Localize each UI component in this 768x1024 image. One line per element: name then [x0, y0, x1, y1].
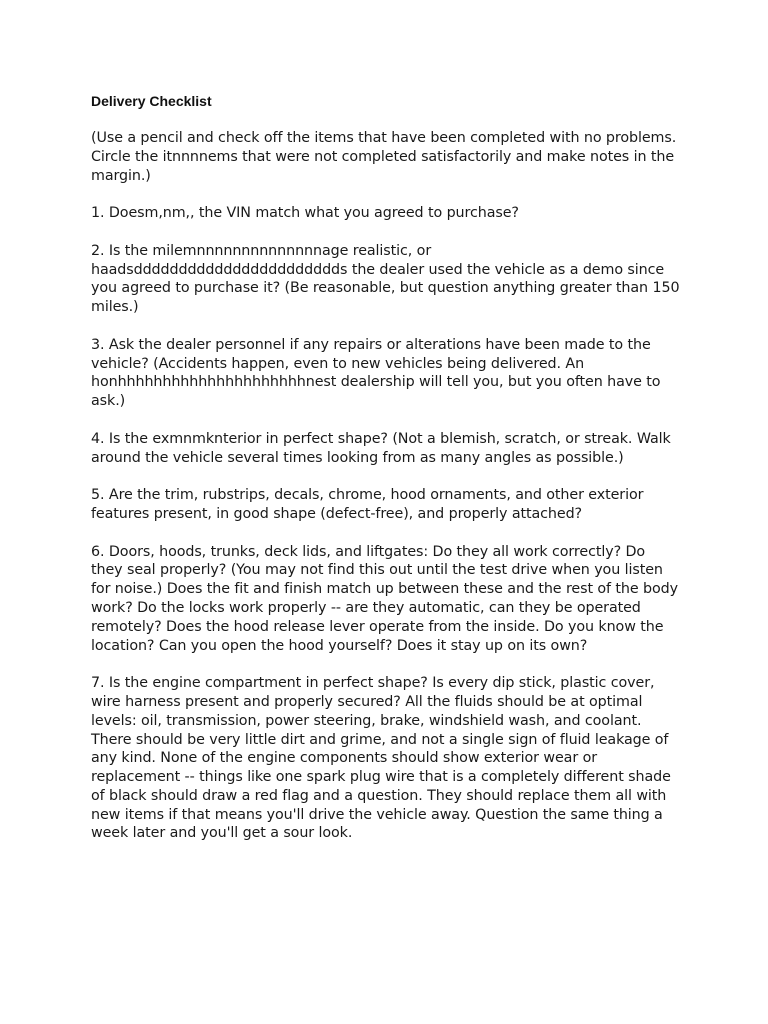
intro-paragraph: (Use a pencil and check off the items that have been completed with no problems. Circle the itnnnnems that were not completed satisfactorily and make notes in the margin.): [91, 130, 677, 184]
document-title: Delivery Checklist: [91, 93, 212, 109]
checklist-item-1: 1. Doesm,nm,, the VIN match what you agreed to purchase?: [91, 205, 519, 222]
checklist-item-5: 5. Are the trim, rubstrips, decals, chrome, hood ornaments, and other exterior features present, in good shape (defect-free), and properly attached?: [91, 487, 644, 522]
checklist-item-4: 4. Is the exmnmknterior in perfect shape? (Not a blemish, scratch, or streak. Walk around the vehicle several times looking from as many angles as possible.): [91, 430, 671, 466]
checklist-item-3: 3. Ask the dealer personnel if any repairs or alterations have been made to the vehicle? (Accidents happen, even to new vehicles being delivered. An honhhhhhhhhhhhhhhhhhhhhhnest dealership will tell you, but you often have to ask.): [91, 336, 661, 410]
checklist-item-7: 7. Is the engine compartment in perfect shape? Is every dip stick, plastic cover, wire harness present and properly secured? All the fluids should be at optimal levels: oil, transmission, power steering, brake, windshield wash, and coolant. There should be very little dirt and grime, and not a single sign of fluid leakage of any kind. None of the engine components should show exterior wear or replacement -- things like one spark plug wire that is a completely different shade of black should draw a red flag and a question. They should replace them all with new items if that means you'll drive the vehicle away. Question the same thing a week later and you'll get a sour look.: [91, 675, 671, 842]
checklist-item-6: 6. Doors, hoods, trunks, deck lids, and liftgates: Do they all work correctly? Do they seal properly? (You may not find this out until the test drive when you listen for noise.) Does the fit and finish match up between these and the rest of the body work? Do the locks work properly -- are they automatic, can they be operated remotely? Does the hood release lever operate from the inside. Do you know the location? Can you open the hood yourself? Does it stay up on its own?: [91, 543, 678, 654]
document-body: [91, 92, 681, 862]
checklist-item-2: 2. Is the milemnnnnnnnnnnnnnnage realistic, or haadsddddddddddddddddddddddds the dealer used the vehicle as a demo since you agreed to purchase it? (Be reasonable, but question anything greater than 150 miles.): [91, 242, 680, 316]
